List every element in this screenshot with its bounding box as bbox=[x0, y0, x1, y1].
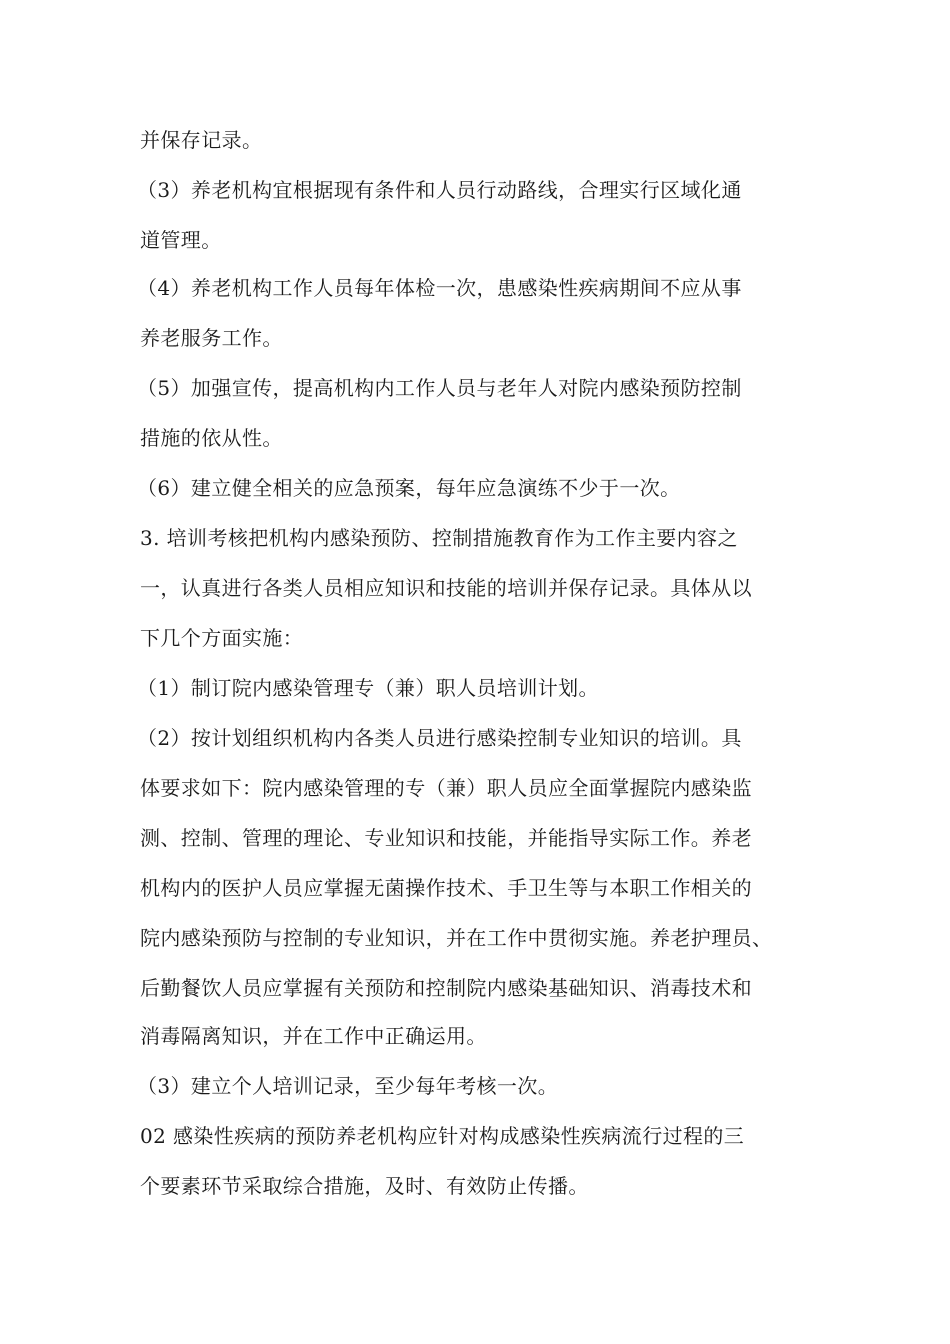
text-line: （4）养老机构工作人员每年体检一次，患感染性疾病期间不应从事 bbox=[137, 276, 742, 300]
text-line: （3）养老机构宜根据现有条件和人员行动路线，合理实行区域化通 bbox=[137, 178, 742, 202]
text-line: 养老服务工作。 bbox=[140, 326, 283, 350]
text-line: 体要求如下：院内感染管理的专（兼）职人员应全面掌握院内感染监 bbox=[140, 776, 752, 800]
text-line: 后勤餐饮人员应掌握有关预防和控制院内感染基础知识、消毒技术和 bbox=[140, 976, 752, 1000]
text-line: 02 感染性疾病的预防养老机构应针对构成感染性疾病流行过程的三 bbox=[140, 1124, 745, 1148]
text-line: 措施的依从性。 bbox=[140, 426, 283, 450]
text-line: 机构内的医护人员应掌握无菌操作技术、手卫生等与本职工作相关的 bbox=[140, 876, 752, 900]
text-line: 一，认真进行各类人员相应知识和技能的培训并保存记录。具体从以 bbox=[140, 576, 752, 600]
text-line: （6）建立健全相关的应急预案，每年应急演练不少于一次。 bbox=[137, 476, 681, 500]
text-line: （3）建立个人培训记录，至少每年考核一次。 bbox=[137, 1074, 559, 1098]
text-line: 道管理。 bbox=[140, 228, 222, 252]
text-line: 消毒隔离知识，并在工作中正确运用。 bbox=[140, 1024, 487, 1048]
text-line: 个要素环节采取综合措施，及时、有效防止传播。 bbox=[140, 1174, 589, 1198]
text-line: 3. 培训考核把机构内感染预防、控制措施教育作为工作主要内容之 bbox=[140, 526, 738, 550]
text-line: （2）按计划组织机构内各类人员进行感染控制专业知识的培训。具 bbox=[137, 726, 742, 750]
text-line: 院内感染预防与控制的专业知识，并在工作中贯彻实施。养老护理员、 bbox=[140, 926, 773, 950]
text-line: 下几个方面实施： bbox=[140, 626, 304, 650]
text-line: （1）制订院内感染管理专（兼）职人员培训计划。 bbox=[137, 676, 599, 700]
text-line: （5）加强宣传，提高机构内工作人员与老年人对院内感染预防控制 bbox=[137, 376, 742, 400]
text-line: 测、控制、管理的理论、专业知识和技能，并能指导实际工作。养老 bbox=[140, 826, 752, 850]
text-line: 并保存记录。 bbox=[140, 128, 263, 152]
